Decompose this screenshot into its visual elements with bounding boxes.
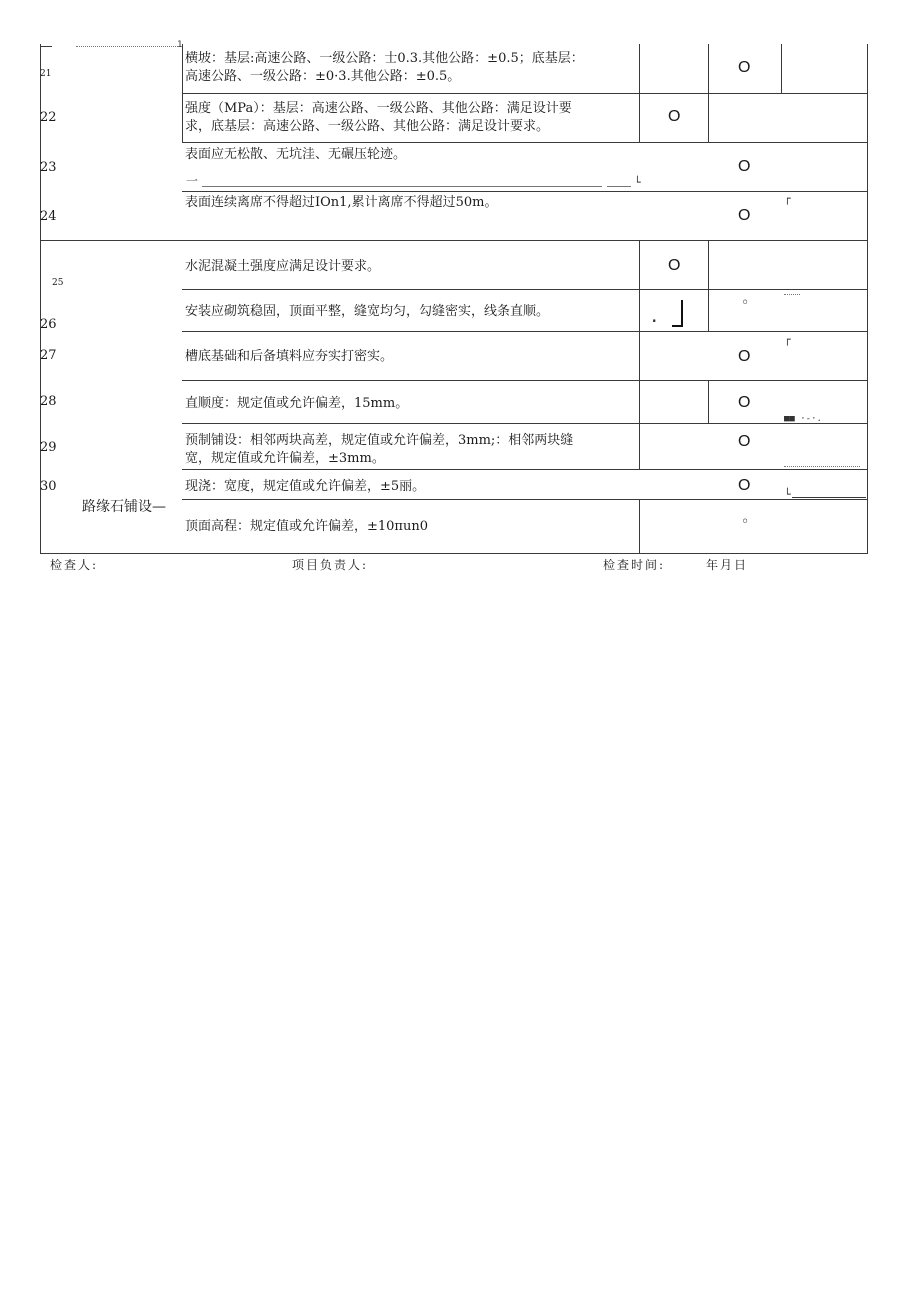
row-number: 30 [40, 479, 57, 494]
row-number: 27 [40, 348, 57, 363]
row-number: 25 [52, 278, 64, 288]
faint-underline [792, 497, 866, 498]
col-line-a4 [639, 380, 640, 423]
check-mark-circle: O [668, 108, 681, 125]
row-description: 表面应无松散、无坑洼、无碾压轮迹。 [185, 147, 407, 162]
frame-right [867, 44, 868, 554]
top-fragment-line [40, 46, 52, 47]
small-circle-mark: ◦ [741, 295, 750, 311]
row-description-line: 宽，规定值或允许偏差，±3mm。 [185, 451, 385, 466]
date-label: 年月日 [706, 558, 749, 572]
row-description: 直顺度：规定值或允许偏差，15mm。 [185, 396, 409, 411]
row-description: 现浇：宽度，规定值或允许偏差，±5丽。 [185, 479, 426, 494]
stray-dot: . [650, 310, 659, 326]
row-line-28 [182, 423, 868, 424]
row-number: 28 [40, 394, 57, 409]
row-line-22 [182, 142, 868, 143]
bracket-mark [672, 325, 683, 327]
row-description-line: 高速公路、一级公路：±0·3.其他公路：±0.5。 [185, 69, 461, 84]
row-line-29 [182, 469, 868, 470]
col-line-b4 [708, 380, 709, 423]
row-line-30 [182, 499, 868, 500]
row-description [185, 432, 637, 468]
stray-squares: ■■ ·-·. [784, 414, 822, 424]
row-description: 槽底基础和后备填料应夯实打密实。 [185, 349, 394, 364]
corner-mark: ┌ [784, 192, 791, 205]
col-line-a3 [639, 331, 640, 380]
frame-bottom [40, 553, 868, 554]
row-description [185, 100, 637, 136]
bracket-mark [681, 300, 683, 326]
row-number: 24 [40, 209, 57, 224]
stray-dash: 一 [186, 174, 199, 188]
row-description-line: 横坡：基层:高速公路、一级公路：士0.3.其他公路：±0.5；底基层： [185, 51, 584, 66]
desc-border-22 [182, 94, 183, 142]
row-line-27 [182, 380, 868, 381]
small-circle-mark: ◦ [741, 514, 750, 530]
row-description [185, 50, 637, 86]
check-mark-circle: O [738, 348, 751, 365]
col-line-a5 [639, 423, 640, 469]
top-fragment-dots [76, 46, 178, 47]
check-mark-circle: O [738, 433, 751, 450]
check-mark-circle: O [738, 158, 751, 175]
row-line-23 [182, 191, 868, 192]
corner-mark: ┌ [784, 333, 791, 346]
col-line-a2 [639, 240, 640, 331]
row-line-24 [40, 240, 868, 241]
inspector-label: 检查人: [50, 558, 99, 572]
col-line-c1 [781, 44, 782, 93]
inspection-time-label: 检查时间: [603, 558, 666, 572]
check-mark-circle: O [738, 394, 751, 411]
row-description: 表面连续离席不得超过IOn1,累计离席不得超过50m。 [185, 195, 498, 210]
project-lead-label: 项目负责人: [292, 558, 369, 572]
group-label: 路缘石铺设— [82, 499, 166, 515]
check-mark-circle: O [738, 59, 751, 76]
col-line-a6 [639, 499, 640, 553]
faint-dots [784, 294, 800, 295]
row-description-line: 求，底基层：高速公路、一级公路、其他公路：满足设计要求。 [185, 119, 550, 134]
row-description-line: 强度（MPa）：基层：高速公路、一级公路、其他公路：满足设计要 [185, 101, 572, 116]
row-number: 22 [40, 110, 57, 125]
check-mark-circle: O [668, 257, 681, 274]
row-number: 21 [40, 69, 52, 79]
corner-mark: └ [634, 176, 641, 189]
faint-dots [784, 466, 860, 467]
col-line-b1 [708, 44, 709, 142]
row-description: 安装应砌筑稳固，顶面平整，缝宽均匀，勾缝密实，线条直顺。 [185, 304, 550, 319]
row-number: 29 [40, 440, 57, 455]
row-number: 23 [40, 160, 57, 175]
faint-underline [607, 186, 631, 187]
row-description: 水泥混凝土强度应满足设计要求。 [185, 259, 381, 274]
desc-border-21 [182, 44, 183, 94]
row-line-26 [182, 331, 868, 332]
row-line-25 [182, 289, 868, 290]
check-mark-circle: O [738, 477, 751, 494]
top-fragment-mark: 1 [177, 40, 183, 50]
col-line-b2 [708, 240, 709, 331]
row-number: 26 [40, 317, 57, 332]
row-description: 顶面高程：规定值或允许偏差，±10πun0 [185, 519, 428, 534]
row-description-line: 预制铺设：相邻两块高差，规定值或允许偏差，3mm;：相邻两块缝 [185, 433, 574, 448]
col-line-a1 [639, 44, 640, 142]
faint-underline [202, 186, 602, 187]
row-line-21 [182, 93, 868, 94]
check-mark-circle: O [738, 207, 751, 224]
corner-mark: └ [784, 488, 791, 501]
